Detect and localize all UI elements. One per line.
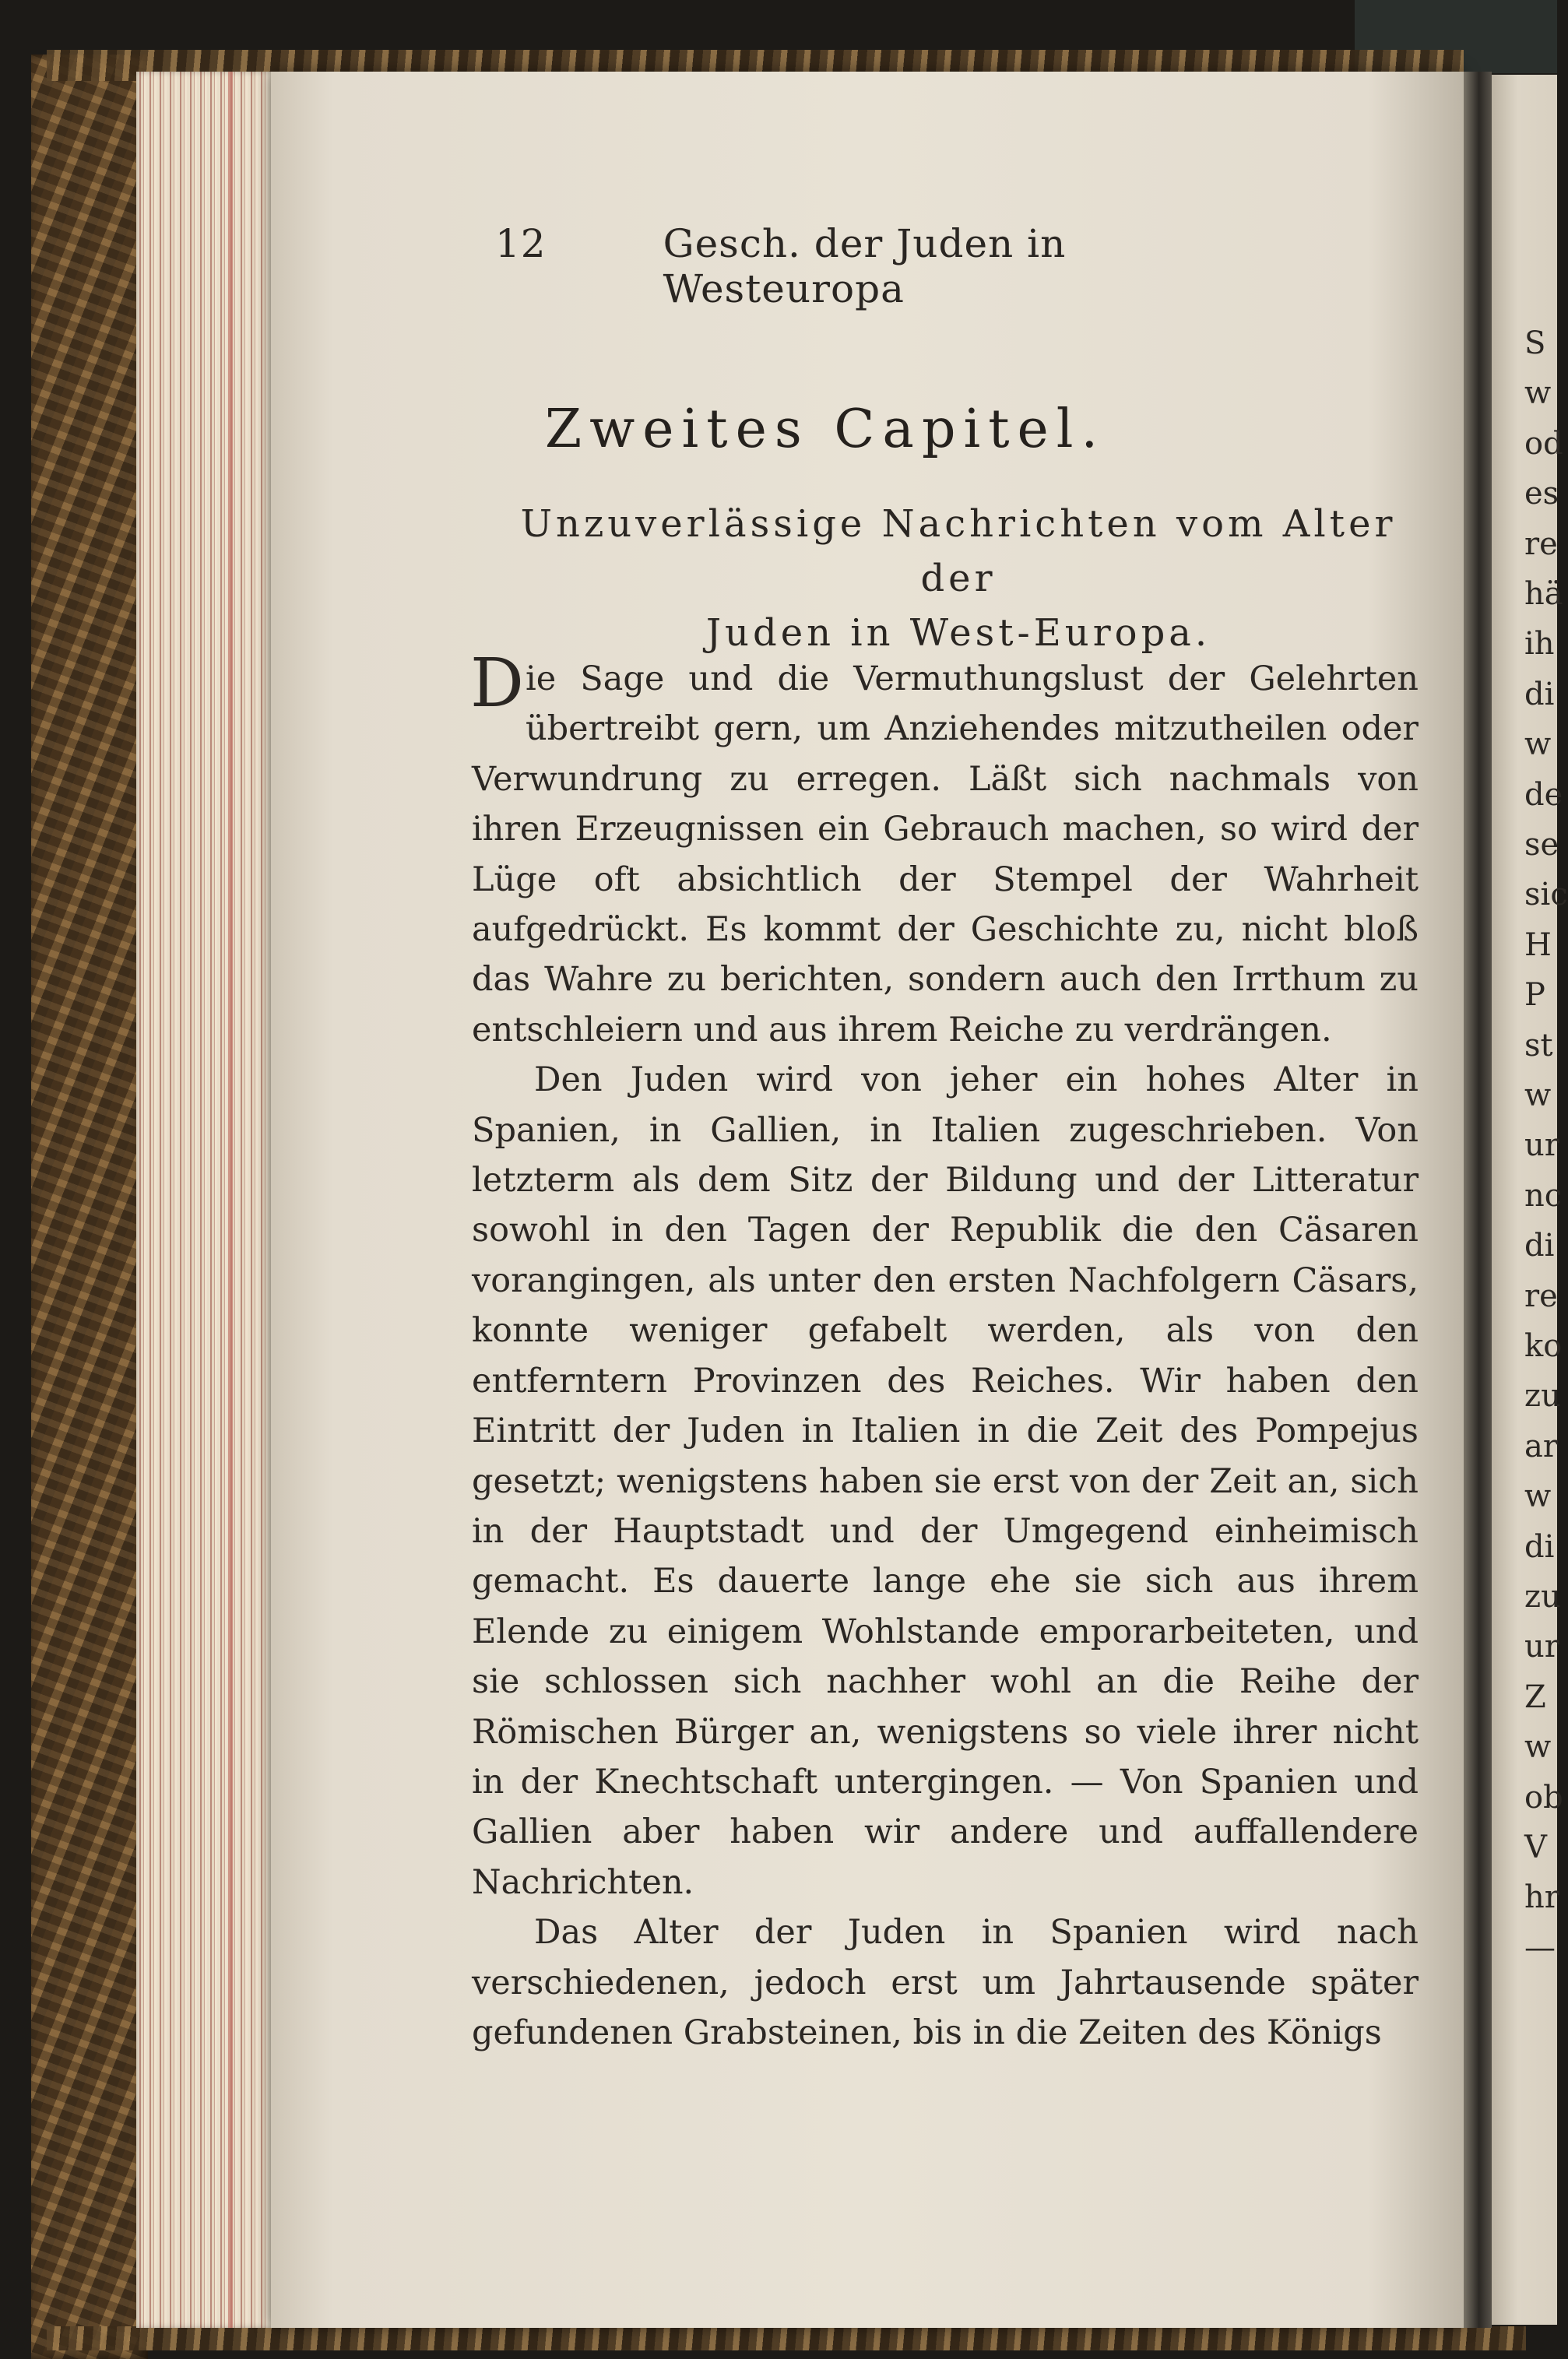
facing-page-line: Z — [1524, 1679, 1546, 1715]
facing-page-line: st — [1524, 1027, 1553, 1063]
facing-page-line: P — [1524, 977, 1545, 1014]
facing-page-line: zu — [1524, 1378, 1561, 1415]
facing-page-line: di — [1524, 1528, 1555, 1565]
facing-page-line: di — [1524, 1228, 1555, 1264]
facing-page-line: H — [1524, 926, 1552, 963]
facing-page-line: es — [1524, 476, 1559, 512]
marbled-cover-left — [31, 54, 148, 2359]
subtitle-line-1: Unzuverlässige Nachrichten vom Alter der — [520, 502, 1397, 600]
page-number: 12 — [495, 221, 547, 266]
facing-page-line: zu — [1524, 1579, 1561, 1615]
running-title: Gesch. der Juden in Westeuropa — [663, 221, 1067, 311]
facing-page-line: hr — [1524, 1879, 1559, 1916]
facing-page-line: w — [1524, 726, 1552, 763]
facing-page-line: S — [1524, 325, 1546, 361]
facing-page-line: ih — [1524, 626, 1555, 663]
facing-page-line: hä — [1524, 576, 1563, 612]
facing-page-line: se — [1524, 827, 1559, 863]
facing-page-line: w — [1524, 375, 1552, 412]
facing-page-line: di — [1524, 676, 1555, 712]
facing-page-line: w — [1524, 1478, 1552, 1515]
facing-page-line: w — [1524, 1078, 1552, 1113]
book-gutter — [1464, 72, 1492, 2328]
chapter-subtitle — [495, 497, 1422, 660]
facing-page-line: ar — [1524, 1428, 1558, 1464]
facing-page-line: ob — [1524, 1779, 1563, 1816]
paragraph-3: Das Alter der Juden in Spanien wird nach verschiedenen, jedoch erst um Jahrtausende später gefundenen Grabsteinen, bis in die Zeiten des Königs — [472, 1913, 1419, 2052]
drop-cap: D — [470, 645, 524, 722]
chapter-title: Zweites Capitel. — [544, 399, 1106, 460]
paragraph-1 — [470, 645, 1419, 1055]
body-text — [470, 645, 1419, 2058]
facing-page-line: ur — [1524, 1629, 1559, 1665]
facing-page-line: de — [1524, 776, 1563, 813]
facing-page-line: — — [1524, 1929, 1556, 1966]
facing-page-line: od — [1524, 425, 1563, 462]
paragraph-1-text: ie Sage und die Vermuthungslust der Gelehrten übertreibt gern, um Anziehendes mitzutheilen oder Verwundrung zu erregen. Läßt sich nachmals von ihren Erzeugnissen ein Gebrauch machen, so wird der Lüge oft absichtlich der Stempel der Wahrheit aufgedrückt. Es kommt der Geschichte zu, nicht bloß das Wahre zu berichten, sondern auch den Irrthum zu entschleiern und aus ihrem Reiche zu verdrängen. — [472, 659, 1419, 1049]
page-stack-edges — [136, 72, 272, 2328]
facing-page-line: V — [1524, 1830, 1547, 1865]
facing-page-line: sic — [1524, 877, 1568, 913]
facing-page-line: ko — [1524, 1328, 1563, 1364]
running-header — [495, 221, 1274, 311]
facing-page-line: re — [1524, 526, 1558, 562]
facing-page-line: ur — [1524, 1127, 1559, 1164]
paragraph-2: Den Juden wird von jeher ein hohes Alter in Spanien, in Gallien, in Italien zugeschrieben. Von letzterm als dem Sitz der Bildung und der Litteratur sowohl in den Tagen der Republik die den Cäsaren vorangingen, als unter den ersten Nachfolgern Cäsars, konnte weniger gefabelt werden, als von den entferntern Provinzen des Reiches. Wir haben den Eintritt der Juden in Italien in die Zeit des Pompejus gesetzt; wenigstens haben sie erst von der Zeit an, sich in der Hauptstadt und der Umgegend einheimisch gemacht. Es dauerte lange ehe sie sich aus ihrem Elende zu einigem Wohlstande emporarbeiteten, und sie schlossen sich nachher wohl an die Reihe der Römischen Bürger an, wenigstens so viele ihrer nicht in der Knechtschaft untergingen. — Von Spanien und Gallien aber haben wir andere und auffallendere Nachrichten. — [472, 1060, 1419, 1902]
subtitle-line-2: Juden in West-Europa. — [705, 611, 1211, 655]
facing-page-line: w — [1524, 1729, 1552, 1766]
facing-page-line: nc — [1524, 1177, 1563, 1214]
facing-page-line: re — [1524, 1278, 1558, 1314]
marbled-cover-bottom — [47, 2326, 1526, 2350]
